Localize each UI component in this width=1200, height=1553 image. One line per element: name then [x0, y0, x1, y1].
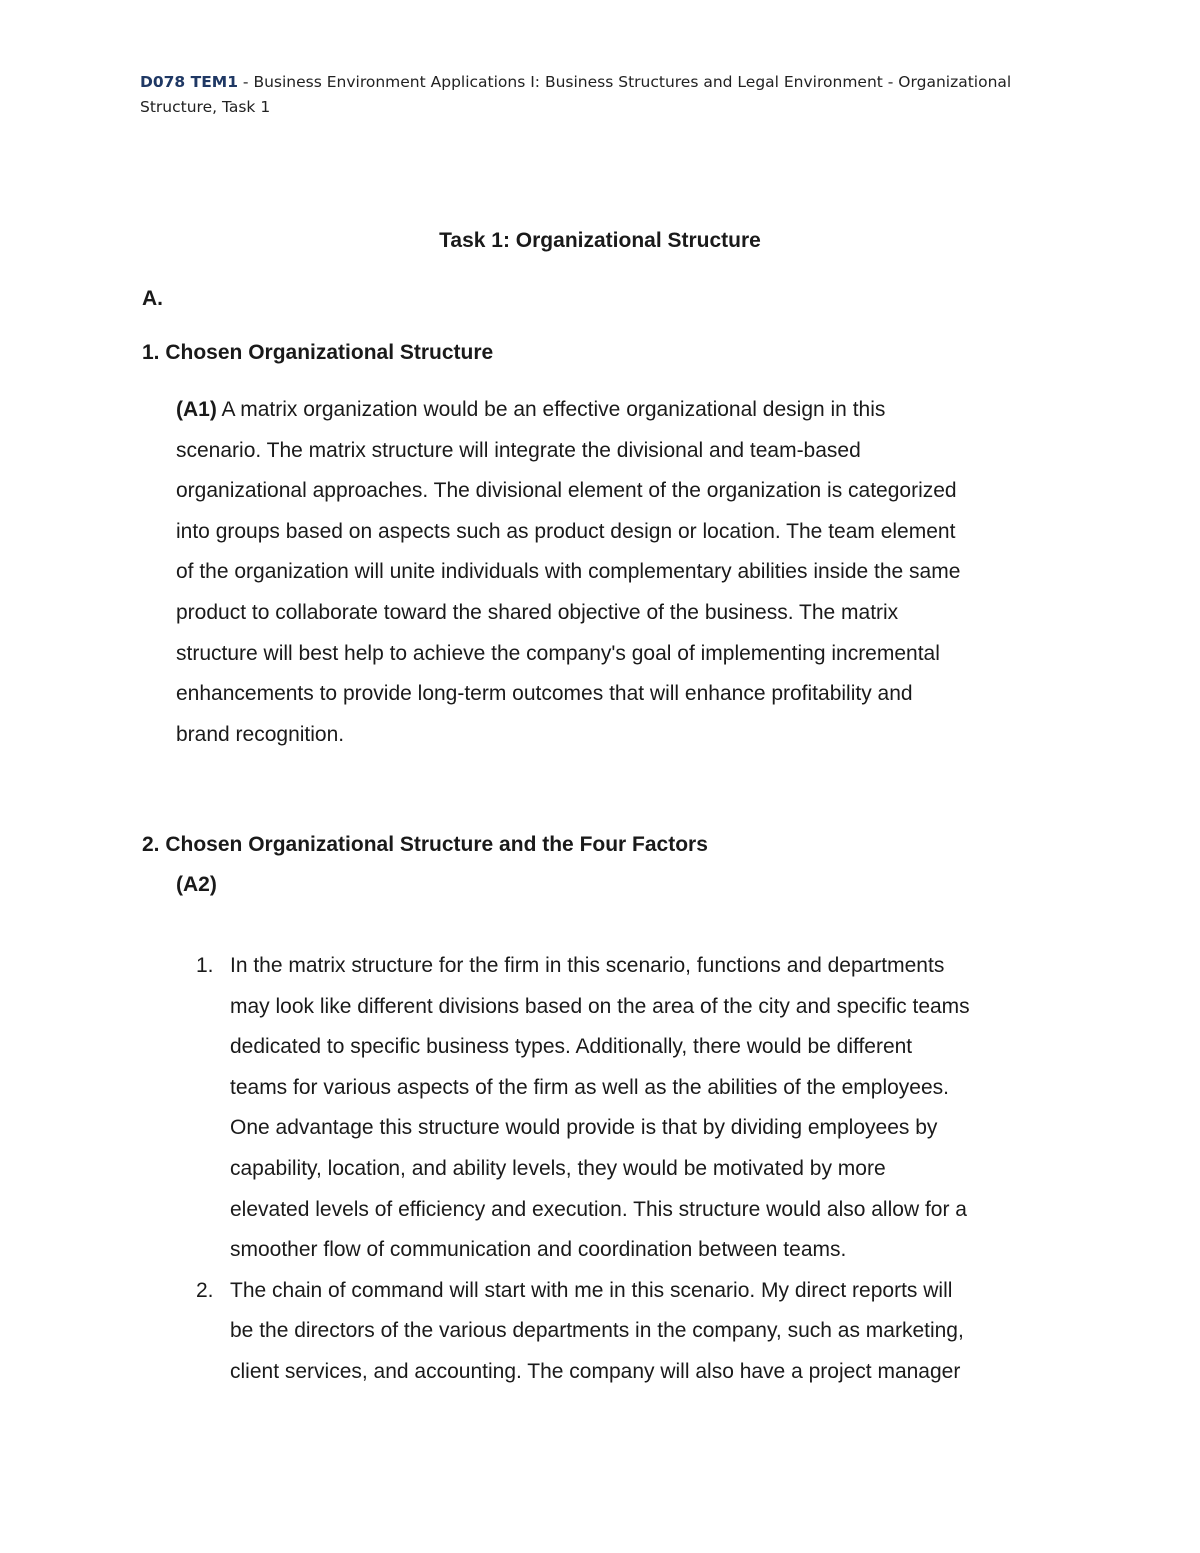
section2-heading: 2. Chosen Organizational Structure and the Four Factors: [142, 833, 708, 856]
list-item-number: 1.: [196, 954, 214, 977]
paragraph-line: structure will best help to achieve the company's goal of implementing incremental: [176, 641, 940, 665]
list-item-line: The chain of command will start with me in this scenario. My direct reports will: [230, 1278, 953, 1302]
paragraph-line: into groups based on aspects such as product design or location. The team element: [176, 519, 956, 543]
paragraph-line: of the organization will unite individuals with complementary abilities inside the same: [176, 560, 961, 584]
list-item-number: 2.: [196, 1278, 214, 1302]
section-letter: A.: [142, 287, 163, 310]
list-item-line: One advantage this structure would provide is that by dividing employees by: [230, 1116, 938, 1140]
section1-heading: 1. Chosen Organizational Structure: [142, 341, 494, 364]
list-item-line: client services, and accounting. The company will also have a project manager: [230, 1359, 961, 1383]
list-item-line: be the directors of the various departments in the company, such as marketing,: [230, 1319, 964, 1343]
section1-paragraph: [176, 390, 1076, 755]
list-item-line: capability, location, and ability levels, they would be motivated by more: [230, 1156, 886, 1180]
list-item-line: elevated levels of efficiency and execution. This structure would also allow for a: [230, 1197, 967, 1221]
list-item-line: dedicated to specific business types. Additionally, there would be different: [230, 1035, 913, 1059]
header-text-line1: - Business Environment Applications I: Business Structures and Legal Environment - Organizational: [238, 73, 1012, 91]
list-item-line: may look like different divisions based on the area of the city and specific teams: [230, 994, 970, 1018]
document-title: Task 1: Organizational Structure: [439, 229, 761, 252]
page-header: [140, 70, 1060, 120]
numbered-list: [190, 946, 1070, 1393]
paragraph-line: product to collaborate toward the shared objective of the business. The matrix: [176, 600, 899, 624]
list-item: [190, 1271, 1070, 1393]
list-item-line: teams for various aspects of the firm as well as the abilities of the employees.: [230, 1075, 949, 1099]
paragraph-line: scenario. The matrix structure will integrate the divisional and team-based: [176, 438, 861, 462]
section1-tag: (A1): [176, 398, 217, 421]
paragraph-line: (A1) A matrix organization would be an effective organizational design in this: [176, 398, 886, 421]
list-item: [190, 946, 1070, 1271]
course-code: D078 TEM1: [140, 73, 238, 91]
list-item-line: smoother flow of communication and coordination between teams.: [230, 1238, 847, 1262]
header-text-line2: Structure, Task 1: [140, 98, 271, 116]
list-item-line: In the matrix structure for the firm in this scenario, functions and departments: [230, 954, 945, 977]
paragraph-line: brand recognition.: [176, 722, 345, 746]
section2-tag: (A2): [176, 873, 217, 896]
paragraph-line: organizational approaches. The divisional element of the organization is categorized: [176, 479, 957, 503]
paragraph-line: enhancements to provide long-term outcomes that will enhance profitability and: [176, 682, 913, 706]
